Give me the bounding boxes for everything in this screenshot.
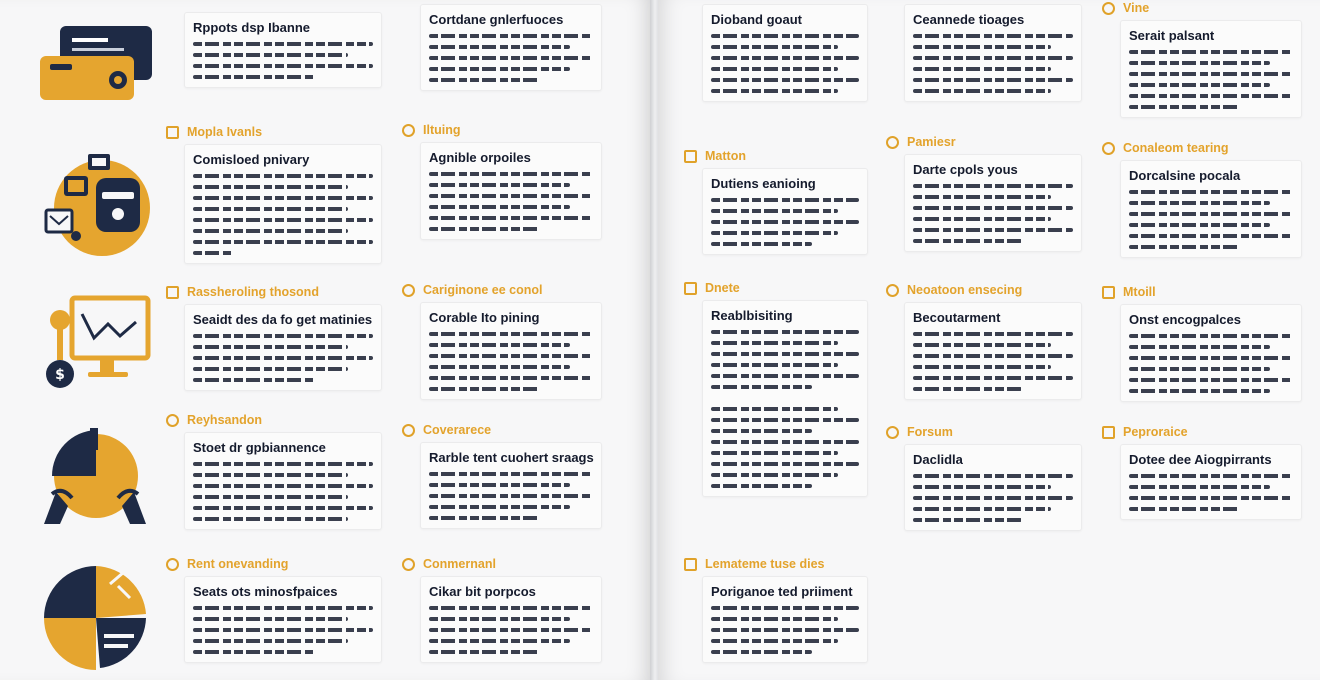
svg-text:$: $	[55, 367, 65, 383]
card-title: Cikar bit porpcos	[429, 584, 536, 599]
doc-card	[166, 556, 382, 663]
category-icon	[166, 126, 179, 139]
card-title: Onst encogpalces	[1129, 312, 1241, 327]
card-category: Rassheroling thosond	[187, 285, 319, 299]
devices-icon	[38, 146, 156, 264]
card-category: Matton	[705, 149, 746, 163]
doc-card	[402, 282, 602, 400]
category-icon	[1102, 426, 1115, 439]
doc-card	[1102, 284, 1302, 402]
doc-card	[886, 0, 1082, 102]
card-category: Neoatoon ensecing	[907, 283, 1023, 297]
category-icon	[166, 558, 179, 571]
card-title: Agnible orpoiles	[429, 150, 531, 165]
card-title: Reablbisiting	[711, 308, 793, 323]
category-icon	[684, 150, 697, 163]
category-icon	[886, 284, 899, 297]
card-category: Coverarece	[423, 423, 492, 437]
card-category: Iltuing	[423, 123, 461, 137]
card-category: Pamiesr	[907, 135, 956, 149]
pie-chart-icon	[38, 556, 156, 674]
category-icon	[886, 136, 899, 149]
card-category: Vine	[1123, 1, 1150, 15]
card-category: Lemateme tuse dies	[705, 557, 825, 571]
card-category: Mtoill	[1123, 285, 1156, 299]
category-icon	[402, 424, 415, 437]
category-icon	[402, 124, 415, 137]
card-title: Daclidla	[913, 452, 963, 467]
doc-card	[684, 556, 868, 663]
card-category: Forsum	[907, 425, 953, 439]
category-icon	[1102, 286, 1115, 299]
card-category: Peproraice	[1123, 425, 1188, 439]
card-title: Becoutarment	[913, 310, 1001, 325]
card-icon	[36, 22, 156, 104]
category-icon	[684, 558, 697, 571]
card-title: Seats ots minosfpaices	[193, 584, 338, 599]
card-category: Conaleom tearing	[1123, 141, 1229, 155]
card-title: Stoet dr gpbiannence	[193, 440, 326, 455]
monitor-chart-icon	[38, 292, 156, 392]
category-icon	[166, 414, 179, 427]
doc-card	[886, 424, 1082, 531]
card-category: Reyhsandon	[187, 413, 263, 427]
card-title: Ceannede tioages	[913, 12, 1025, 27]
category-icon	[886, 426, 899, 439]
card-title: Darte cpols yous	[913, 162, 1018, 177]
card-title: Cortdane gnlerfuoces	[429, 12, 564, 27]
card-title: Poriganoe ted priiment	[711, 584, 853, 599]
doc-card	[166, 284, 382, 391]
doc-card	[886, 134, 1082, 252]
card-title: Dutiens eanioing	[711, 176, 816, 191]
doc-card	[402, 0, 602, 91]
card-category: Cariginone ee conol	[423, 283, 543, 297]
doc-card	[402, 122, 602, 240]
card-title: Corable Ito pining	[429, 310, 540, 325]
category-icon	[684, 282, 697, 295]
doc-card	[886, 282, 1082, 400]
doc-card	[166, 412, 382, 530]
card-title: Rppots dsp Ibanne	[193, 20, 310, 35]
card-category: Rent onevanding	[187, 557, 289, 571]
card-category: Dnete	[705, 281, 740, 295]
card-category: Mopla Ivanls	[187, 125, 263, 139]
card-title: Dorcalsine pocala	[1129, 168, 1241, 183]
doc-card	[1102, 140, 1302, 258]
card-title: Comisloed pnivary	[193, 152, 310, 167]
card-title: Serait palsant	[1129, 28, 1215, 43]
category-icon	[166, 286, 179, 299]
category-icon	[402, 284, 415, 297]
category-icon	[1102, 2, 1115, 15]
doc-card	[684, 0, 868, 102]
category-icon	[1102, 142, 1115, 155]
card-title: Seaidt des da fo get matinies	[193, 312, 373, 327]
doc-card	[684, 280, 868, 497]
card-title: Rarble tent cuohert sraags	[429, 450, 594, 465]
left-page	[0, 0, 652, 680]
card-title: Dotee dee Aiogpirrants	[1129, 452, 1272, 467]
card-title: Dioband goaut	[711, 12, 802, 27]
doc-card	[402, 422, 602, 529]
doc-card	[402, 556, 602, 663]
doc-card	[684, 148, 868, 255]
doc-card	[166, 8, 382, 88]
doc-card	[166, 124, 382, 264]
right-page	[658, 0, 1320, 680]
card-category: Conmernanl	[423, 557, 496, 571]
category-icon	[402, 558, 415, 571]
doc-card	[1102, 424, 1302, 520]
hands-pie-icon	[38, 420, 156, 530]
doc-card	[1102, 0, 1302, 118]
